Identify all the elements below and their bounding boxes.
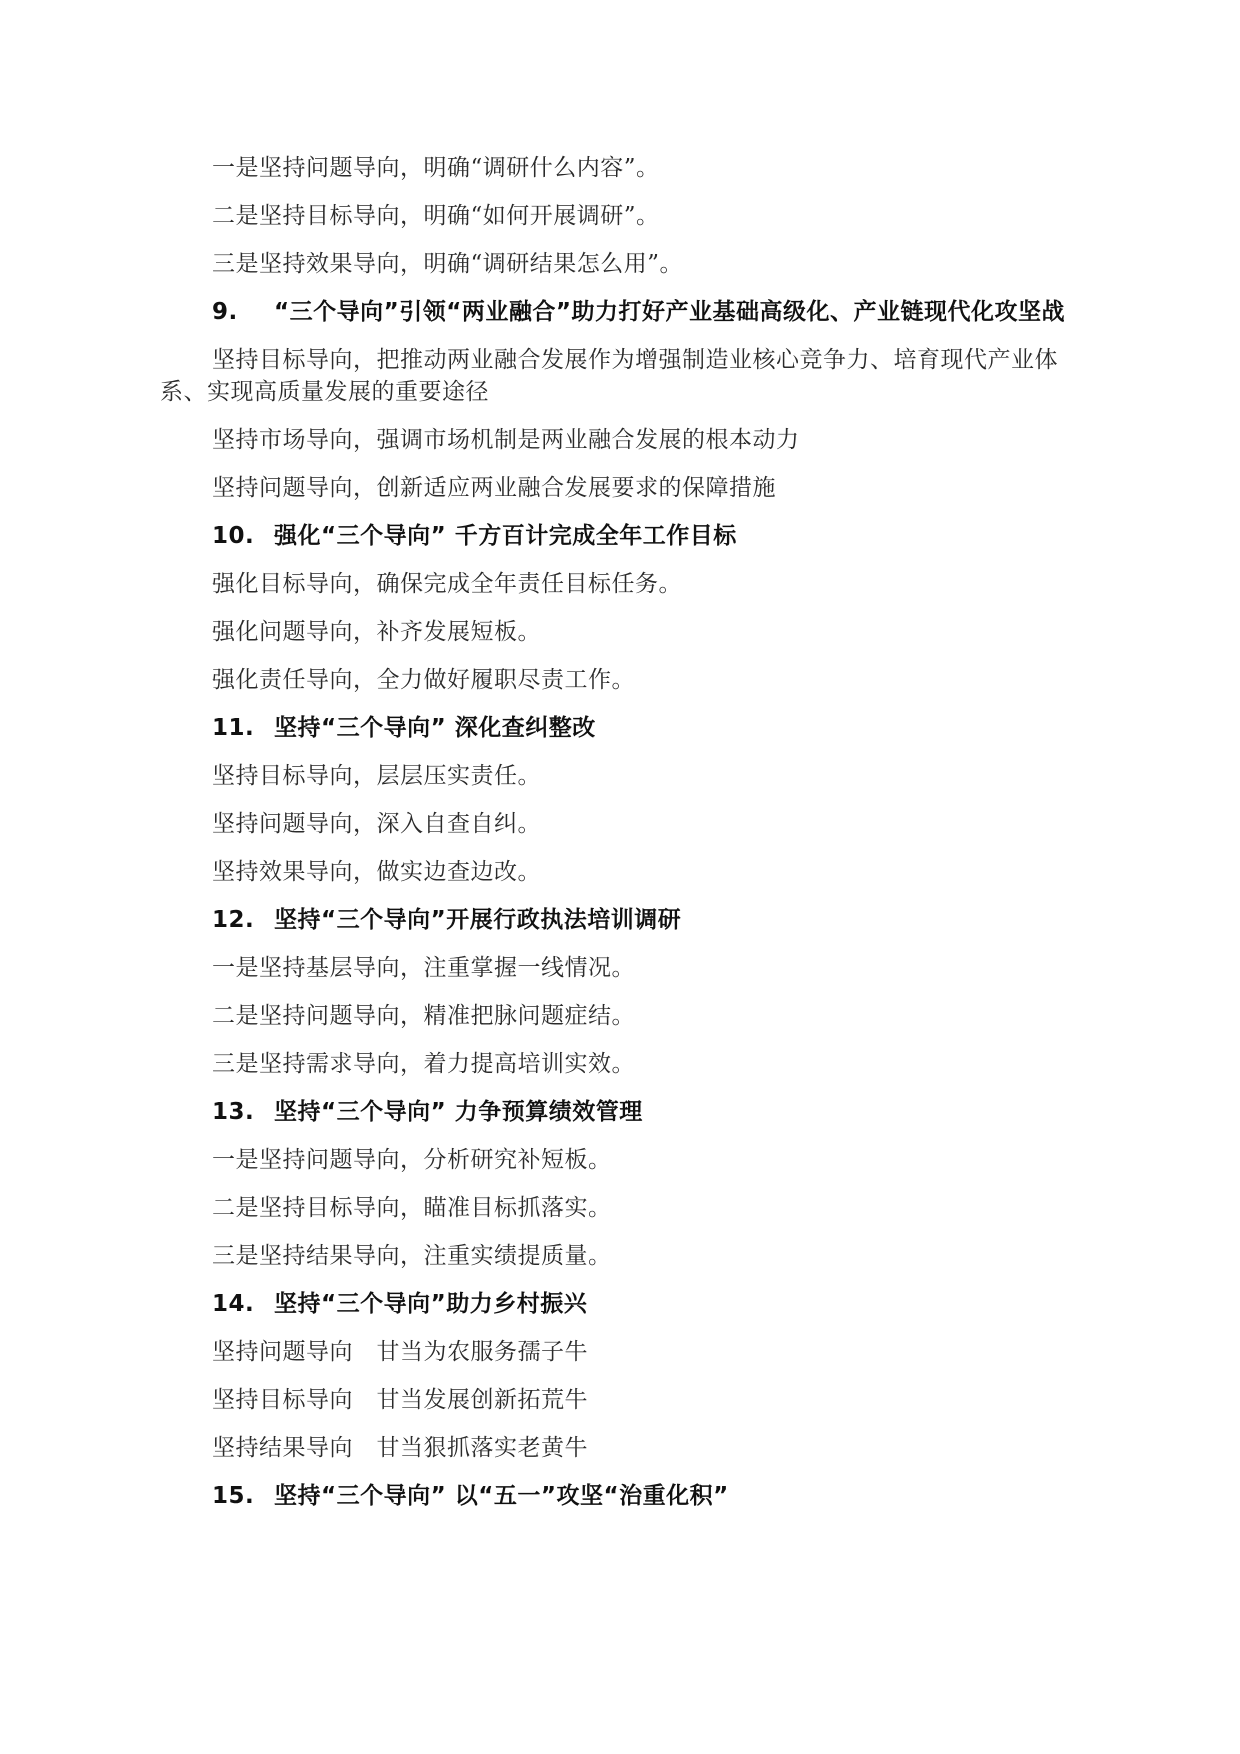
section-heading xyxy=(160,1288,1100,1320)
document-body xyxy=(160,152,1100,1528)
section-title: 坚持“三个导向” 深化查纠整改 xyxy=(274,715,596,741)
body-paragraph: 坚持问题导向 甘当为农服务孺子牛 xyxy=(212,1339,588,1365)
body-paragraph: 坚持效果导向，做实边查边改。 xyxy=(212,859,541,885)
section-title: 强化“三个导向” 千方百计完成全年工作目标 xyxy=(274,523,737,549)
body-paragraph: 一是坚持问题导向，明确“调研什么内容”。 xyxy=(212,155,660,181)
section-number: 9. xyxy=(212,299,238,325)
body-paragraph: 二是坚持目标导向，明确“如何开展调研”。 xyxy=(212,203,660,229)
body-paragraph: 坚持问题导向，创新适应两业融合发展要求的保障措施 xyxy=(212,475,776,501)
body-paragraph: 一是坚持问题导向，分析研究补短板。 xyxy=(212,1147,612,1173)
section-title: “三个导向”引领“两业融合”助力打好产业基础高级化、产业链现代化攻坚战 xyxy=(274,299,1065,325)
body-paragraph: 二是坚持目标导向，瞄准目标抓落实。 xyxy=(212,1195,612,1221)
section-heading xyxy=(160,1096,1100,1128)
section-heading xyxy=(160,1480,1100,1512)
section-heading xyxy=(160,712,1100,744)
section-title: 坚持“三个导向”开展行政执法培训调研 xyxy=(274,907,682,933)
section-title: 坚持“三个导向” 以“五一”攻坚“治重化积” xyxy=(274,1483,729,1509)
section-number: 14. xyxy=(212,1291,255,1317)
section-heading xyxy=(160,296,1100,328)
section-title: 坚持“三个导向” 力争预算绩效管理 xyxy=(274,1099,643,1125)
section-number: 15. xyxy=(212,1483,255,1509)
body-paragraph: 坚持目标导向 甘当发展创新拓荒牛 xyxy=(212,1387,588,1413)
section-heading xyxy=(160,904,1100,936)
section-title: 坚持“三个导向”助力乡村振兴 xyxy=(274,1291,588,1317)
body-paragraph: 坚持目标导向，把推动两业融合发展作为增强制造业核心竞争力、培育现代产业体系、实现高质量发展的重要途径 xyxy=(160,347,1058,405)
body-paragraph: 三是坚持效果导向，明确“调研结果怎么用”。 xyxy=(212,251,684,277)
section-number: 11. xyxy=(212,715,255,741)
body-paragraph: 坚持市场导向，强调市场机制是两业融合发展的根本动力 xyxy=(212,427,800,453)
body-paragraph: 一是坚持基层导向，注重掌握一线情况。 xyxy=(212,955,635,981)
body-paragraph: 坚持目标导向，层层压实责任。 xyxy=(212,763,541,789)
body-paragraph: 强化问题导向，补齐发展短板。 xyxy=(212,619,541,645)
section-number: 13. xyxy=(212,1099,255,1125)
body-paragraph: 坚持问题导向，深入自查自纠。 xyxy=(212,811,541,837)
section-number: 12. xyxy=(212,907,255,933)
body-paragraph: 三是坚持结果导向，注重实绩提质量。 xyxy=(212,1243,612,1269)
section-number: 10. xyxy=(212,523,255,549)
body-paragraph: 三是坚持需求导向，着力提高培训实效。 xyxy=(212,1051,635,1077)
body-paragraph: 强化责任导向，全力做好履职尽责工作。 xyxy=(212,667,635,693)
body-paragraph: 强化目标导向，确保完成全年责任目标任务。 xyxy=(212,571,682,597)
body-paragraph: 坚持结果导向 甘当狠抓落实老黄牛 xyxy=(212,1435,588,1461)
section-heading xyxy=(160,520,1100,552)
body-paragraph: 二是坚持问题导向，精准把脉问题症结。 xyxy=(212,1003,635,1029)
